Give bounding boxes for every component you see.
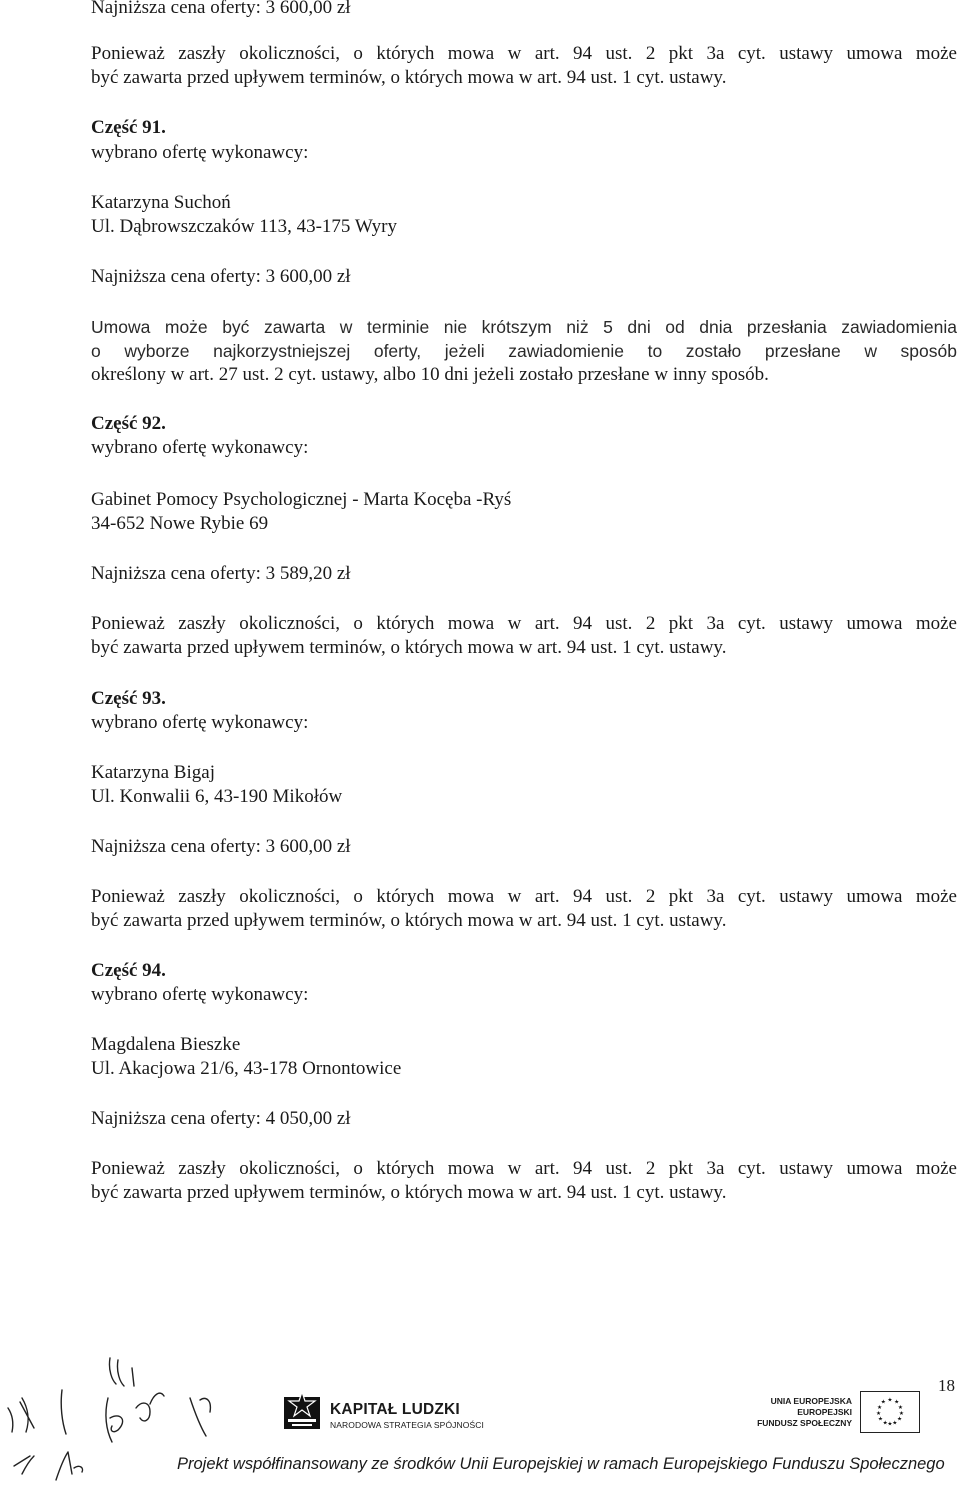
text-line: wybrano ofertę wykonawcy:	[91, 437, 309, 458]
text-line: Magdalena Bieszke	[91, 1034, 241, 1055]
text-line: Ponieważ zaszły okoliczności, o których mowa w art. 94 ust. 2 pkt 3a cyt. ustawy umowa może	[91, 1158, 957, 1179]
text-line: o wyborze najkorzystniejszej oferty, jeżeli zawiadomienie to zostało przesłane w sposób	[91, 341, 957, 361]
svg-text:★: ★	[882, 1420, 888, 1427]
text-line: Najniższa cena oferty: 3 600,00 zł	[91, 266, 351, 287]
text-line: Ponieważ zaszły okoliczności, o których mowa w art. 94 ust. 2 pkt 3a cyt. ustawy umowa może	[91, 886, 957, 907]
text-line: Najniższa cena oferty: 3 600,00 zł	[91, 0, 351, 18]
text-line: 34-652 Nowe Rybie 69	[91, 513, 269, 534]
svg-text:★: ★	[880, 1399, 886, 1406]
text-line: być zawarta przed upływem terminów, o których mowa w art. 94 ust. 1 cyt. ustawy.	[91, 67, 727, 88]
section-heading: Część 93.	[91, 688, 166, 709]
project-cofinancing-note: Projekt współfinansowany ze środków Unii Europejskiej w ramach Europejskiego Funduszu Społecznego	[177, 1455, 945, 1473]
eu-flag-icon	[860, 1391, 920, 1433]
text-line: być zawarta przed upływem terminów, o których mowa w art. 94 ust. 1 cyt. ustawy.	[91, 637, 727, 658]
text-line: określony w art. 27 ust. 2 cyt. ustawy, albo 10 dni jeżeli zostało przesłane w inny sposób.	[91, 364, 769, 385]
text-line: Najniższa cena oferty: 3 589,20 zł	[91, 563, 351, 584]
svg-text:★: ★	[887, 1397, 893, 1404]
text-line: Najniższa cena oferty: 3 600,00 zł	[91, 836, 351, 857]
section-heading: Część 91.	[91, 117, 166, 138]
text-line: Katarzyna Bigaj	[91, 762, 215, 783]
text-line: Ul. Dąbrowszczaków 113, 43-175 Wyry	[91, 216, 397, 237]
svg-text:★: ★	[876, 1410, 882, 1417]
svg-text:★: ★	[898, 1410, 904, 1417]
page-number: 18	[938, 1376, 955, 1395]
text-line: wybrano ofertę wykonawcy:	[91, 142, 309, 163]
svg-text:★: ★	[896, 1416, 903, 1423]
svg-text:★: ★	[892, 1420, 898, 1427]
text-line: być zawarta przed upływem terminów, o których mowa w art. 94 ust. 1 cyt. ustawy.	[91, 910, 727, 931]
text-line: Katarzyna Suchoń	[91, 192, 231, 213]
eu-label	[746, 1396, 852, 1429]
text-line: wybrano ofertę wykonawcy:	[91, 984, 309, 1005]
svg-text:★: ★	[897, 1405, 904, 1412]
eu-label-line3: FUNDUSZ SPOŁECZNY	[757, 1418, 852, 1428]
text-line: Najniższa cena oferty: 4 050,00 zł	[91, 1108, 351, 1129]
text-line: Ponieważ zaszły okoliczności, o których mowa w art. 94 ust. 2 pkt 3a cyt. ustawy umowa może	[91, 613, 957, 634]
text-line: Ponieważ zaszły okoliczności, o których mowa w art. 94 ust. 2 pkt 3a cyt. ustawy umowa może	[91, 43, 957, 64]
eu-label-line2: EUROPEJSKI	[797, 1407, 852, 1417]
text-line: Ul. Konwalii 6, 43-190 Mikołów	[91, 786, 343, 807]
text-line: Ul. Akacjowa 21/6, 43-178 Ornontowice	[91, 1058, 402, 1079]
svg-text:★: ★	[877, 1416, 884, 1423]
eu-label-line1: UNIA EUROPEJSKA	[770, 1396, 852, 1406]
text-line: wybrano ofertę wykonawcy:	[91, 712, 309, 733]
text-line: być zawarta przed upływem terminów, o których mowa w art. 94 ust. 1 cyt. ustawy.	[91, 1182, 727, 1203]
section-heading: Część 92.	[91, 413, 166, 434]
kapital-ludzki-subtitle: NARODOWA STRATEGIA SPÓJNOŚCI	[330, 1420, 484, 1430]
svg-text:★: ★	[876, 1405, 883, 1412]
svg-text:★: ★	[894, 1399, 900, 1406]
text-line: Gabinet Pomocy Psychologicznej - Marta Kocęba -Ryś	[91, 489, 512, 510]
svg-text:★: ★	[887, 1421, 893, 1428]
kapital-ludzki-logo-icon	[282, 1391, 322, 1431]
section-heading: Część 94.	[91, 960, 166, 981]
kapital-ludzki-title: KAPITAŁ LUDZKI	[330, 1401, 460, 1418]
text-line: Umowa może być zawarta w terminie nie krótszym niż 5 dni od dnia przesłania zawiadomienia	[91, 317, 957, 337]
